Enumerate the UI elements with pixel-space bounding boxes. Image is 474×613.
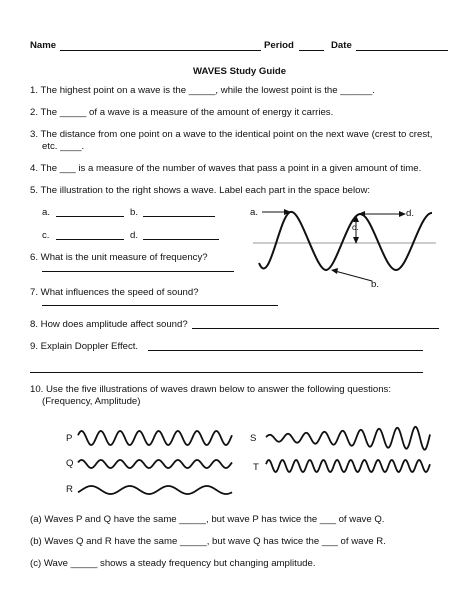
question-9: 9. Explain Doppler Effect. — [30, 341, 139, 352]
diagram-label-a: a. — [250, 207, 259, 218]
wave-label-p: P — [66, 433, 73, 444]
wave-label-s: S — [250, 433, 257, 444]
diagram-label-c: c. — [352, 222, 359, 232]
question-2: 2. The _____ of a wave is a measure of the amount of energy it carries. — [30, 107, 334, 118]
question-10-line-2: (Frequency, Amplitude) — [42, 396, 141, 407]
sub-question-c: (c) Wave _____ shows a steady frequency but changing amplitude. — [30, 558, 316, 569]
name-label: Name — [30, 40, 57, 51]
diagram-label-d: d. — [406, 208, 415, 219]
wave-q — [78, 460, 232, 468]
period-label: Period — [264, 40, 294, 51]
date-label: Date — [331, 40, 352, 51]
question-10-line-1: 10. Use the five illustrations of waves drawn below to answer the following questions: — [30, 384, 392, 395]
q5-c-label: c. — [42, 230, 50, 241]
diagram-label-b: b. — [371, 279, 380, 290]
question-6: 6. What is the unit measure of frequency? — [30, 252, 208, 263]
question-1: 1. The highest point on a wave is the _____, while the lowest point is the ______. — [30, 85, 375, 96]
wave-label-r: R — [66, 484, 73, 495]
question-8: 8. How does amplitude affect sound? — [30, 319, 188, 330]
question-7: 7. What influences the speed of sound? — [30, 287, 199, 298]
page-title: WAVES Study Guide — [193, 66, 287, 77]
wave-t — [266, 460, 430, 472]
question-3-line-2: etc. ____. — [42, 141, 85, 152]
sub-question-b: (b) Waves Q and R have the same _____, but wave Q has twice the ___ of wave R. — [30, 536, 386, 547]
wave-r — [78, 486, 232, 494]
q5-d-label: d. — [130, 230, 139, 241]
q5-b-label: b. — [130, 207, 139, 218]
wave-label-t: T — [253, 462, 259, 473]
question-4: 4. The ___ is a measure of the number of waves that pass a point in a given amount of time. — [30, 163, 422, 174]
q5-a-label: a. — [42, 207, 51, 218]
wave-label-q: Q — [66, 458, 74, 469]
wave-p — [78, 431, 232, 445]
wave-s — [266, 427, 430, 450]
question-5: 5. The illustration to the right shows a wave. Label each part in the space below: — [30, 185, 371, 196]
sub-question-a: (a) Waves P and Q have the same _____, but wave P has twice the ___ of wave Q. — [30, 514, 385, 525]
question-3-line-1: 3. The distance from one point on a wave to the identical point on the next wave (crest to crest, — [30, 129, 433, 140]
